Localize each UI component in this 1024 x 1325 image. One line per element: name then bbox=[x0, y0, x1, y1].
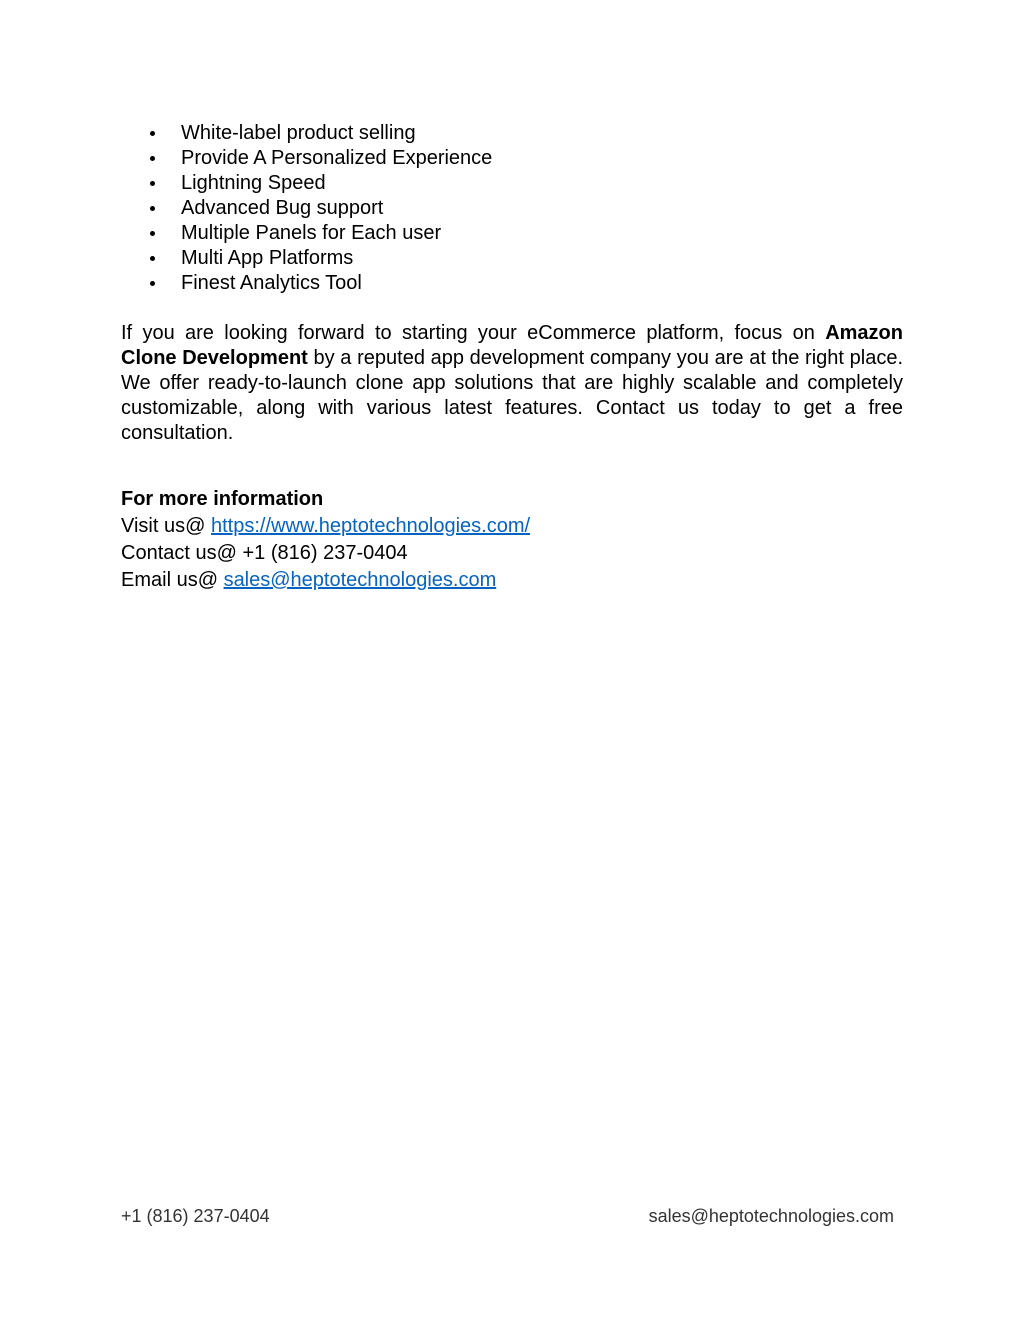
paragraph-text-start: If you are looking forward to starting your eCommerce platform, focus on bbox=[121, 322, 826, 344]
footer-phone: +1 (816) 237-0404 bbox=[121, 1206, 270, 1226]
list-item bbox=[148, 121, 492, 146]
feature-label: Provide A Personalized Experience bbox=[181, 147, 493, 169]
email-link[interactable]: sales@heptotechnologies.com bbox=[223, 569, 497, 591]
feature-label: White-label product selling bbox=[181, 122, 416, 144]
feature-label: Multiple Panels for Each user bbox=[181, 222, 442, 244]
list-item bbox=[148, 196, 492, 221]
feature-label: Advanced Bug support bbox=[181, 197, 384, 219]
bullet-icon bbox=[150, 181, 155, 186]
contact-info bbox=[121, 486, 530, 594]
body-paragraph bbox=[121, 321, 903, 446]
list-item bbox=[148, 271, 492, 296]
email-label: Email us@ bbox=[121, 569, 224, 591]
visit-row bbox=[121, 513, 530, 540]
feature-label: Finest Analytics Tool bbox=[181, 272, 362, 294]
bullet-icon bbox=[150, 256, 155, 261]
feature-label: Multi App Platforms bbox=[181, 247, 354, 269]
website-link[interactable]: https://www.heptotechnologies.com/ bbox=[210, 515, 531, 537]
list-item bbox=[148, 146, 492, 171]
bullet-icon bbox=[150, 206, 155, 211]
contact-row bbox=[121, 540, 530, 567]
list-item bbox=[148, 246, 492, 271]
info-heading: For more information bbox=[121, 488, 324, 510]
bullet-icon bbox=[150, 281, 155, 286]
bullet-icon bbox=[150, 231, 155, 236]
bullet-icon bbox=[150, 131, 155, 136]
footer-email: sales@heptotechnologies.com bbox=[648, 1206, 894, 1226]
contact-label: Contact us@ bbox=[121, 542, 243, 564]
bullet-icon bbox=[150, 156, 155, 161]
list-item bbox=[148, 171, 492, 196]
visit-label: Visit us@ bbox=[121, 515, 211, 537]
paragraph-bold-term: Amazon Clone Development bbox=[121, 322, 903, 369]
paragraph-text-end: by a reputed app development company you are at the right place. We offer ready-to-launch clone app solutions that are highly scalable and completely customizable, along with various latest features. Contact us today to get a free consultation. bbox=[121, 347, 903, 444]
email-row bbox=[121, 567, 530, 594]
contact-phone: +1 (816) 237-0404 bbox=[242, 542, 408, 564]
feature-label: Lightning Speed bbox=[181, 172, 326, 194]
list-item bbox=[148, 221, 492, 246]
feature-list bbox=[148, 121, 492, 296]
